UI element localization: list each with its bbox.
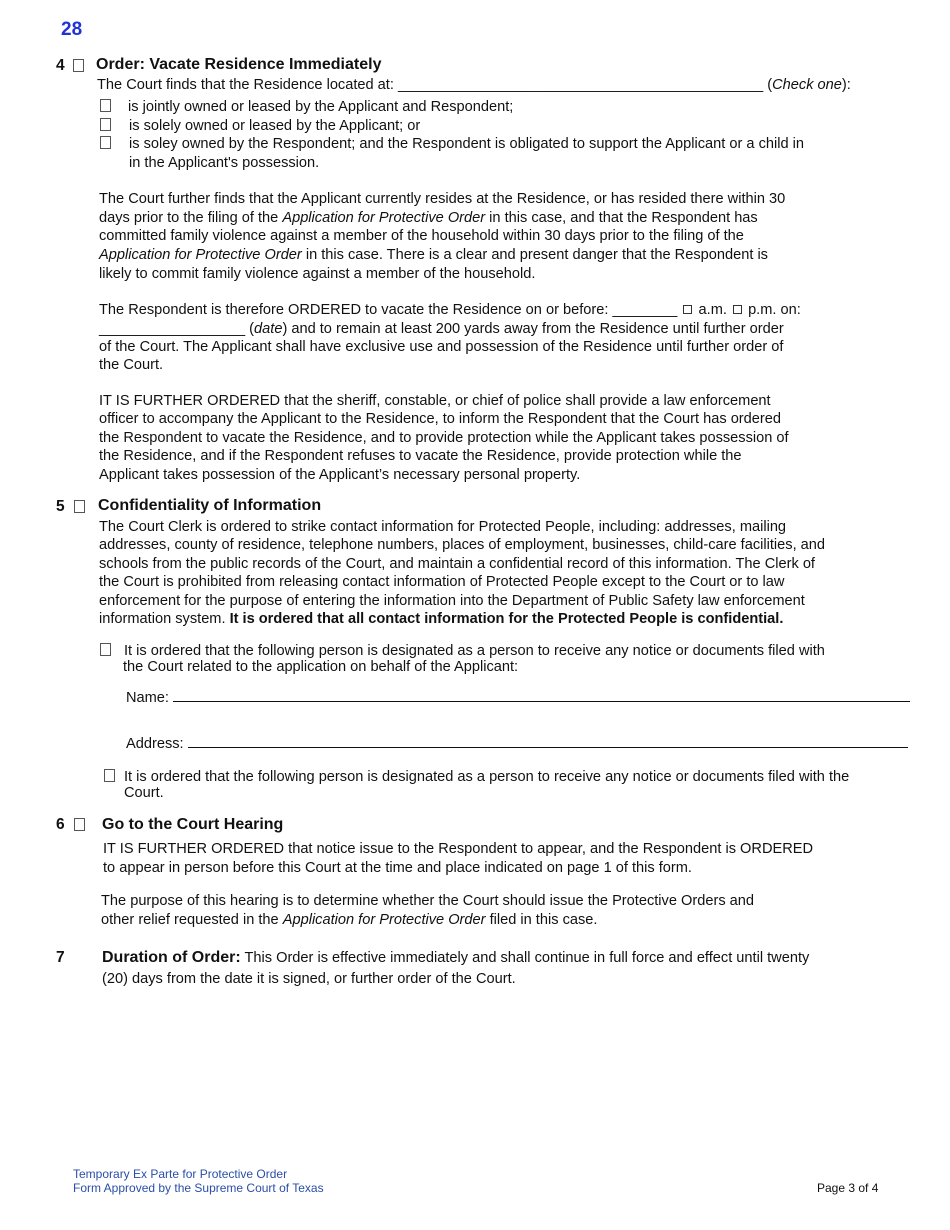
- further-order-line-4: the Residence, and if the Respondent refuses to vacate the Residence, provide protection while the: [99, 448, 742, 464]
- designee-option-2-checkbox[interactable]: [104, 769, 115, 782]
- designee-option-1: It is ordered that the following person is designated as a person to receive any notice or documents filed with: [100, 642, 825, 661]
- section-4-number: 4: [56, 57, 65, 74]
- designee-address-input[interactable]: [188, 735, 908, 748]
- section-7-number: 7: [56, 949, 65, 966]
- findings-line-1: The Court further finds that the Applicant currently resides at the Residence, or has resided there within 30: [99, 191, 786, 207]
- findings-line-5: likely to commit family violence against a member of the household.: [99, 266, 536, 282]
- section-6-checkbox[interactable]: [74, 818, 85, 831]
- section-6-number: 6: [56, 816, 65, 833]
- findings-line-3: committed family violence against a member of the household within 30 days prior to the filing of the: [99, 228, 744, 244]
- section-6-title: Go to the Court Hearing: [102, 816, 284, 833]
- option-applicant-checkbox[interactable]: [100, 118, 111, 131]
- duration-line-1: Duration of Order: This Order is effective immediately and shall continue in full force and effect until twenty: [102, 949, 810, 966]
- findings-line-2: days prior to the filing of the Application for Protective Order in this case, and that the Respondent has: [99, 210, 758, 226]
- section-5-checkbox[interactable]: [74, 500, 85, 513]
- designee-option-1-checkbox[interactable]: [100, 643, 111, 656]
- residence-option-applicant: is solely owned or leased by the Applicant; or: [100, 117, 420, 136]
- am-checkbox[interactable]: [683, 305, 692, 314]
- confidentiality-line-3: schools from the public records of the Court, and maintain a confidential record of this information. The Clerk of: [99, 556, 815, 572]
- confidentiality-line-6: information system. It is ordered that all contact information for the Protected People is confidential.: [99, 611, 784, 627]
- section-4-checkbox[interactable]: [73, 59, 84, 72]
- duration-line-2: (20) days from the date it is signed, or further order of the Court.: [102, 971, 516, 987]
- confidentiality-line-5: enforcement for the purpose of entering the information into the Department of Public Safety law enforcement: [99, 593, 805, 609]
- vacate-order-line-4: the Court.: [99, 357, 164, 373]
- pm-checkbox[interactable]: [733, 305, 742, 314]
- option-jointly-checkbox[interactable]: [100, 99, 111, 112]
- footer-form-title: Temporary Ex Parte for Protective Order: [73, 1167, 288, 1181]
- vacate-order-line-2: __________________ (date) and to remain at least 200 yards away from the Residence until further order: [99, 321, 784, 337]
- further-order-line-3: the Respondent to vacate the Residence, and to provide protection while the Applicant takes possession of: [99, 430, 789, 446]
- vacate-date-blank[interactable]: __________________: [99, 321, 246, 337]
- confidentiality-line-4: the Court is prohibited from releasing contact information of Protected People except to the Court or to law: [99, 574, 785, 590]
- designee-option-2: It is ordered that the following person is designated as a person to receive any notice or documents filed with the: [104, 768, 849, 787]
- confidentiality-line-2: addresses, county of residence, telephone numbers, places of employment, businesses, child-care facilities, and: [99, 537, 826, 553]
- designee-address-field: Address:: [126, 735, 908, 754]
- residence-option-respondent: is soley owned by the Respondent; and the Respondent is obligated to support the Applicant or a child in: [100, 135, 804, 154]
- section-5-number: 5: [56, 498, 65, 515]
- residence-location-line: The Court finds that the Residence located at: _____________________________________________ (Check one):: [97, 77, 851, 93]
- further-order-line-5: Applicant takes possession of the Applicant’s necessary personal property.: [99, 467, 581, 483]
- findings-line-4: Application for Protective Order in this case. There is a clear and present danger that the Respondent is: [99, 247, 768, 263]
- residence-option-jointly: is jointly owned or leased by the Applicant and Respondent;: [100, 98, 513, 117]
- option-respondent-checkbox[interactable]: [100, 136, 111, 149]
- footer-page-number: Page 3 of 4: [817, 1181, 879, 1195]
- designee-option-2-cont: Court.: [124, 785, 164, 801]
- residence-option-respondent-cont: in the Applicant's possession.: [129, 155, 320, 171]
- footer-approval: Form Approved by the Supreme Court of Texas: [73, 1181, 324, 1195]
- page-number: 28: [61, 19, 83, 40]
- designee-option-1-cont: the Court related to the application on behalf of the Applicant:: [123, 659, 519, 675]
- section-4-title: Order: Vacate Residence Immediately: [96, 56, 382, 73]
- vacate-order-line-3: of the Court. The Applicant shall have exclusive use and possession of the Residence until further order of: [99, 339, 784, 355]
- residence-address-blank[interactable]: _____________________________________________: [397, 77, 764, 93]
- section-5-title: Confidentiality of Information: [98, 497, 322, 514]
- hearing-purpose-line-2: other relief requested in the Application for Protective Order filed in this case.: [101, 912, 598, 928]
- hearing-line-2: to appear in person before this Court at the time and place indicated on page 1 of this form.: [103, 860, 692, 876]
- designee-name-field: Name:: [126, 689, 910, 708]
- hearing-purpose-line-1: The purpose of this hearing is to determine whether the Court should issue the Protective Orders and: [101, 893, 755, 909]
- designee-name-input[interactable]: [173, 689, 910, 702]
- further-order-line-1: IT IS FURTHER ORDERED that the sheriff, constable, or chief of police shall provide a law enforcement: [99, 393, 771, 409]
- hearing-line-1: IT IS FURTHER ORDERED that notice issue to the Respondent to appear, and the Respondent is ORDERED: [103, 841, 814, 857]
- further-order-line-2: officer to accompany the Applicant to the Residence, to inform the Respondent that the Court has ordered: [99, 411, 781, 427]
- confidentiality-line-1: The Court Clerk is ordered to strike contact information for Protected People, including: addresses, mailing: [99, 519, 787, 535]
- vacate-order-line-1: The Respondent is therefore ORDERED to vacate the Residence on or before: ________ a.m. p.m. on:: [99, 302, 801, 318]
